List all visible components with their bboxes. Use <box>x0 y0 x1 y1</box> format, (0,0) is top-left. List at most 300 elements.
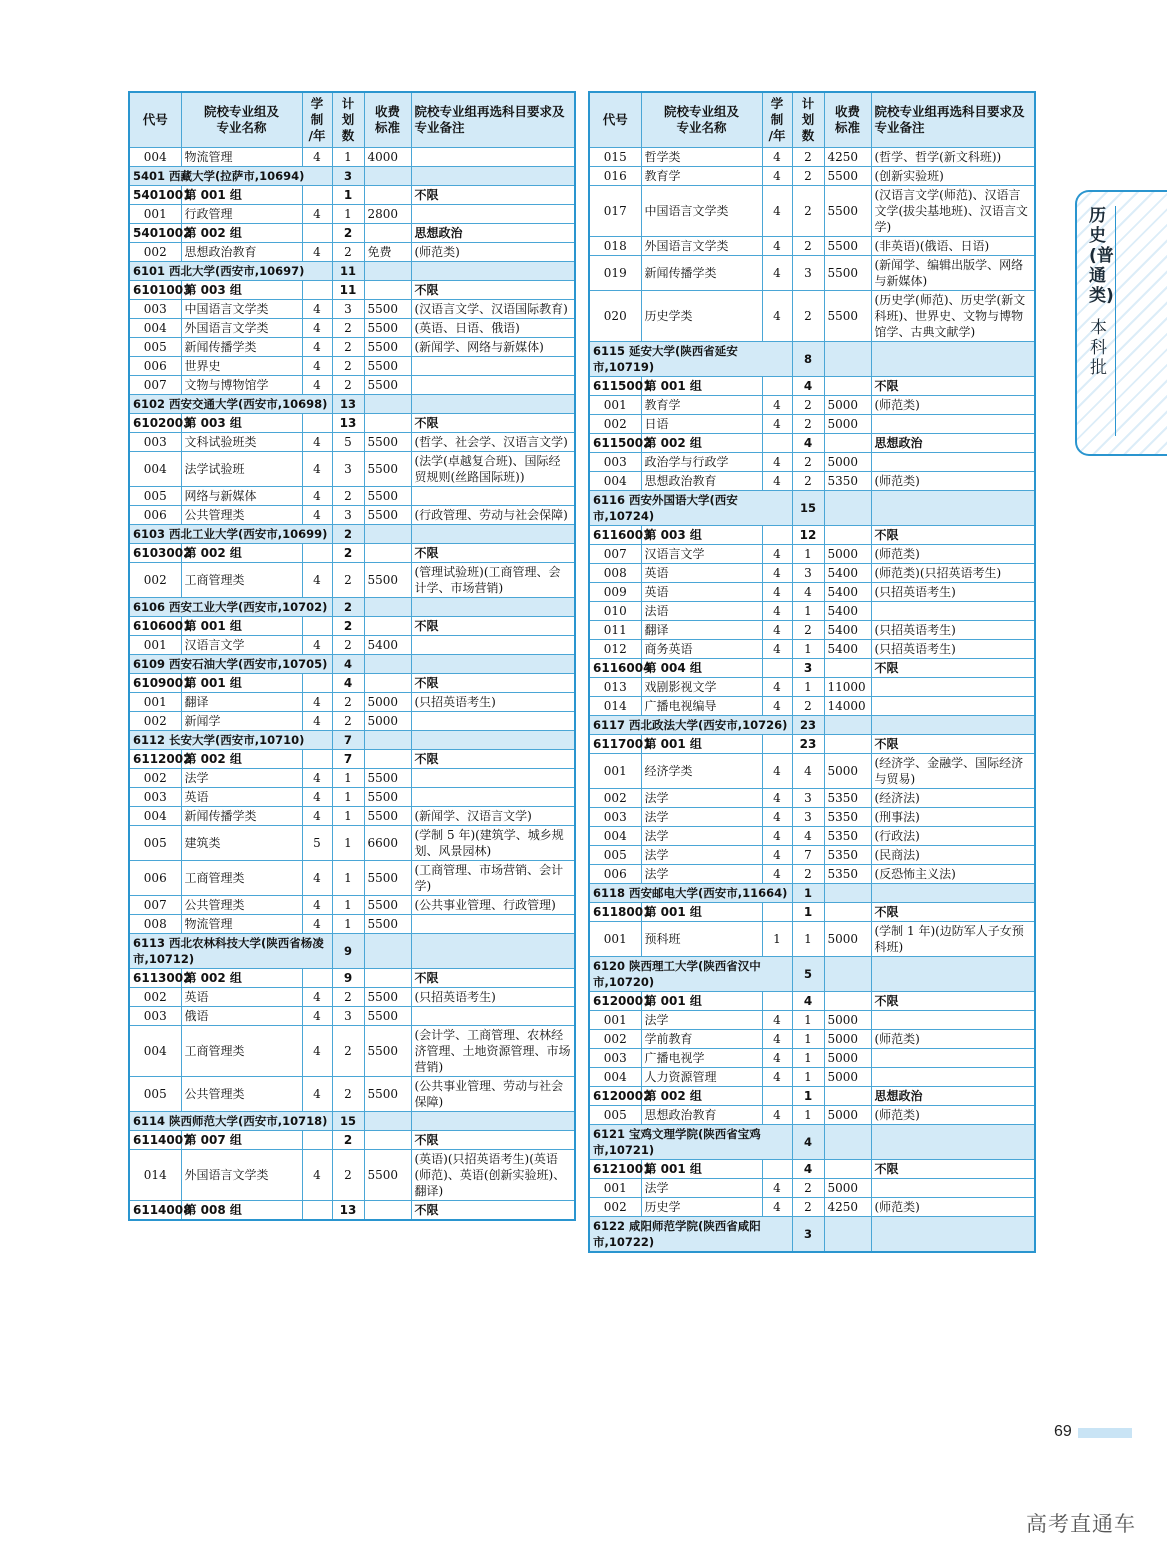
years-cell: 4 <box>762 1049 792 1068</box>
note-cell <box>411 525 575 544</box>
years-cell: 5 <box>302 826 332 861</box>
major-row <box>589 1030 1035 1049</box>
group-row <box>129 1201 575 1221</box>
school-row <box>129 525 575 544</box>
years-cell: 4 <box>302 338 332 357</box>
major-code: 012 <box>589 640 641 659</box>
note-cell <box>411 376 575 395</box>
major-name: 中国语言文学类 <box>641 186 762 237</box>
subject-requirement: 不限 <box>411 674 575 693</box>
group-row <box>589 659 1035 678</box>
page-number: 69 <box>1054 1423 1072 1440</box>
major-code: 004 <box>589 827 641 846</box>
note-cell <box>871 342 1035 377</box>
header-fee: 收费 标准 <box>364 92 411 148</box>
fee-cell: 14000 <box>824 697 871 716</box>
fee-cell: 5000 <box>824 1049 871 1068</box>
major-code: 015 <box>589 148 641 167</box>
plan-cell: 3 <box>332 1007 364 1026</box>
major-code: 002 <box>129 769 181 788</box>
note-cell <box>871 957 1035 992</box>
major-row <box>589 1198 1035 1217</box>
note-cell <box>411 636 575 655</box>
major-code: 010 <box>589 602 641 621</box>
major-code: 004 <box>129 1026 181 1077</box>
plan-cell: 4 <box>792 434 824 453</box>
major-name: 新闻传播学类 <box>181 807 302 826</box>
major-name: 广播电视编导 <box>641 697 762 716</box>
plan-cell: 2 <box>332 338 364 357</box>
group-name: 第 001 组 <box>641 903 762 922</box>
major-row <box>129 1026 575 1077</box>
major-row <box>129 826 575 861</box>
years-cell: 4 <box>302 148 332 167</box>
note-cell: (历史学(师范)、历史学(新文科班)、世界史、文物与博物馆学、古典文献学) <box>871 291 1035 342</box>
header-note: 院校专业组再选科目要求及 专业备注 <box>411 92 575 148</box>
note-cell: (新闻学、编辑出版学、网络与新媒体) <box>871 256 1035 291</box>
group-name: 第 002 组 <box>181 224 302 243</box>
major-row <box>129 487 575 506</box>
group-name: 第 003 组 <box>641 526 762 545</box>
years-cell <box>302 1201 332 1221</box>
major-row <box>589 602 1035 621</box>
note-cell: (师范类) <box>871 545 1035 564</box>
major-code: 002 <box>129 563 181 598</box>
note-cell <box>871 491 1035 526</box>
group-row <box>129 414 575 433</box>
school-row <box>589 342 1035 377</box>
plan-cell: 1 <box>792 602 824 621</box>
major-code: 005 <box>129 487 181 506</box>
major-code: 003 <box>129 1007 181 1026</box>
fee-cell: 5400 <box>364 636 411 655</box>
major-name: 教育学 <box>641 396 762 415</box>
group-row <box>129 224 575 243</box>
school-name: 5401 西藏大学(拉萨市,10694) <box>129 167 332 186</box>
major-code: 007 <box>589 545 641 564</box>
plan-cell: 3 <box>792 789 824 808</box>
group-code: 6109001 <box>129 674 181 693</box>
fee-cell: 5500 <box>824 256 871 291</box>
fee-cell: 5500 <box>364 1150 411 1201</box>
plan-cell: 3 <box>792 256 824 291</box>
note-cell <box>411 731 575 750</box>
fee-cell: 5500 <box>364 807 411 826</box>
header-plan: 计 划 数 <box>332 92 364 148</box>
major-code: 007 <box>129 896 181 915</box>
plan-cell: 2 <box>792 453 824 472</box>
major-row <box>589 167 1035 186</box>
fee-cell: 5500 <box>364 487 411 506</box>
plan-cell: 2 <box>792 1179 824 1198</box>
major-code: 002 <box>129 712 181 731</box>
fee-cell: 5000 <box>364 693 411 712</box>
table-header-left <box>129 92 575 148</box>
note-cell: (师范类) <box>871 396 1035 415</box>
note-cell: (公共事业管理、行政管理) <box>411 896 575 915</box>
major-name: 外国语言文学类 <box>181 1150 302 1201</box>
school-name: 6109 西安石油大学(西安市,10705) <box>129 655 332 674</box>
major-code: 004 <box>589 472 641 491</box>
fee-cell <box>364 262 411 281</box>
major-row <box>589 415 1035 434</box>
fee-cell: 5350 <box>824 808 871 827</box>
group-name: 第 001 组 <box>641 735 762 754</box>
fee-cell <box>364 167 411 186</box>
note-cell <box>411 934 575 969</box>
fee-cell <box>364 750 411 769</box>
group-row <box>589 526 1035 545</box>
school-name: 6120 陕西理工大学(陕西省汉中市,10720) <box>589 957 792 992</box>
group-row <box>589 1160 1035 1179</box>
plan-cell: 1 <box>792 545 824 564</box>
fee-cell <box>364 544 411 563</box>
years-cell: 4 <box>762 827 792 846</box>
plan-cell: 2 <box>792 1198 824 1217</box>
years-cell: 4 <box>302 1026 332 1077</box>
plan-cell: 2 <box>792 865 824 884</box>
group-row <box>129 674 575 693</box>
plan-cell: 1 <box>792 1030 824 1049</box>
major-code: 003 <box>589 453 641 472</box>
plan-cell: 1 <box>792 1087 824 1106</box>
group-code: 6120002 <box>589 1087 641 1106</box>
group-row <box>589 992 1035 1011</box>
years-cell: 4 <box>302 896 332 915</box>
major-code: 001 <box>589 1011 641 1030</box>
group-code: 6121001 <box>589 1160 641 1179</box>
note-cell: (英语、日语、俄语) <box>411 319 575 338</box>
plan-cell: 12 <box>792 526 824 545</box>
plan-cell: 5 <box>332 433 364 452</box>
school-name: 6115 延安大学(陕西省延安市,10719) <box>589 342 792 377</box>
note-cell: (新闻学、汉语言文学) <box>411 807 575 826</box>
group-code: 6101003 <box>129 281 181 300</box>
fee-cell <box>824 957 871 992</box>
plan-cell: 2 <box>332 224 364 243</box>
major-name: 戏剧影视文学 <box>641 678 762 697</box>
fee-cell: 5500 <box>364 915 411 934</box>
school-name: 6122 咸阳师范学院(陕西省咸阳市,10722) <box>589 1217 792 1253</box>
major-name: 日语 <box>641 415 762 434</box>
fee-cell: 5000 <box>824 1106 871 1125</box>
note-cell <box>411 915 575 934</box>
plan-cell: 4 <box>792 754 824 789</box>
major-row <box>129 712 575 731</box>
major-name: 法学 <box>641 865 762 884</box>
plan-cell: 2 <box>792 472 824 491</box>
major-row <box>589 697 1035 716</box>
note-cell: (学制 1 年)(边防军人子女预科班) <box>871 922 1035 957</box>
major-row <box>129 148 575 167</box>
years-cell: 4 <box>302 693 332 712</box>
fee-cell <box>824 735 871 754</box>
fee-cell: 5500 <box>364 1026 411 1077</box>
major-row <box>589 922 1035 957</box>
note-cell: (管理试验班)(工商管理、会计学、市场营销) <box>411 563 575 598</box>
major-row <box>589 396 1035 415</box>
plan-cell: 3 <box>792 1217 824 1253</box>
years-cell: 4 <box>302 357 332 376</box>
plan-cell: 1 <box>792 1106 824 1125</box>
subject-requirement: 不限 <box>411 1131 575 1150</box>
plan-cell: 2 <box>792 237 824 256</box>
plan-cell: 2 <box>792 396 824 415</box>
major-code: 002 <box>589 1030 641 1049</box>
years-cell: 4 <box>302 861 332 896</box>
note-cell <box>411 395 575 414</box>
major-row <box>129 988 575 1007</box>
plan-cell: 4 <box>792 377 824 396</box>
fee-cell <box>364 1201 411 1221</box>
group-code: 6102003 <box>129 414 181 433</box>
group-code: 6120001 <box>589 992 641 1011</box>
group-name: 第 003 组 <box>181 414 302 433</box>
major-code: 002 <box>589 1198 641 1217</box>
fee-cell <box>824 903 871 922</box>
plan-cell: 2 <box>332 319 364 338</box>
years-cell <box>762 735 792 754</box>
major-row <box>129 636 575 655</box>
school-row <box>129 731 575 750</box>
major-code: 001 <box>589 754 641 789</box>
group-row <box>129 186 575 205</box>
major-row <box>589 583 1035 602</box>
plan-cell: 1 <box>332 896 364 915</box>
subject-requirement: 不限 <box>411 969 575 988</box>
major-row <box>589 472 1035 491</box>
years-cell: 4 <box>302 1150 332 1201</box>
major-code: 003 <box>129 433 181 452</box>
plan-cell: 1 <box>332 148 364 167</box>
fee-cell <box>364 969 411 988</box>
fee-cell <box>824 884 871 903</box>
major-name: 翻译 <box>641 621 762 640</box>
major-name: 物流管理 <box>181 148 302 167</box>
header-code: 代号 <box>589 92 641 148</box>
major-name: 历史学 <box>641 1198 762 1217</box>
major-code: 013 <box>589 678 641 697</box>
fee-cell: 5500 <box>364 988 411 1007</box>
fee-cell: 5000 <box>824 453 871 472</box>
major-name: 工商管理类 <box>181 1026 302 1077</box>
note-cell: (民商法) <box>871 846 1035 865</box>
fee-cell: 5500 <box>364 563 411 598</box>
subject-requirement: 思想政治 <box>871 1087 1035 1106</box>
plan-cell: 1 <box>332 861 364 896</box>
plan-cell: 3 <box>332 167 364 186</box>
years-cell <box>302 544 332 563</box>
major-name: 学前教育 <box>641 1030 762 1049</box>
major-code: 002 <box>129 988 181 1007</box>
section-side-tab <box>1075 190 1167 456</box>
plan-cell: 4 <box>332 674 364 693</box>
plan-cell: 2 <box>332 1077 364 1112</box>
fee-cell: 5500 <box>364 376 411 395</box>
major-row <box>589 865 1035 884</box>
plan-cell: 3 <box>332 452 364 487</box>
major-code: 001 <box>589 1179 641 1198</box>
group-name: 第 001 组 <box>181 674 302 693</box>
major-row <box>589 1011 1035 1030</box>
header-fee: 收费 标准 <box>824 92 871 148</box>
plan-cell: 1 <box>792 1068 824 1087</box>
years-cell: 4 <box>302 300 332 319</box>
fee-cell: 5000 <box>824 1030 871 1049</box>
years-cell: 4 <box>302 988 332 1007</box>
years-cell: 4 <box>762 602 792 621</box>
years-cell <box>302 186 332 205</box>
subject-requirement: 思想政治 <box>411 224 575 243</box>
major-code: 001 <box>589 396 641 415</box>
note-cell <box>871 1049 1035 1068</box>
school-row <box>589 716 1035 735</box>
plan-cell: 1 <box>792 678 824 697</box>
years-cell: 4 <box>302 712 332 731</box>
years-cell: 4 <box>302 506 332 525</box>
note-cell: (工商管理、市场营销、会计学) <box>411 861 575 896</box>
group-code: 6115002 <box>589 434 641 453</box>
plan-cell: 2 <box>332 544 364 563</box>
fee-cell <box>364 1131 411 1150</box>
school-name: 6116 西安外国语大学(西安市,10724) <box>589 491 792 526</box>
major-row <box>589 237 1035 256</box>
plan-cell: 2 <box>792 291 824 342</box>
fee-cell <box>824 377 871 396</box>
years-cell: 4 <box>762 846 792 865</box>
note-cell: (经济法) <box>871 789 1035 808</box>
fee-cell: 5000 <box>364 712 411 731</box>
note-cell <box>871 678 1035 697</box>
fee-cell <box>364 617 411 636</box>
major-row <box>589 789 1035 808</box>
major-name: 法学 <box>641 1179 762 1198</box>
major-name: 行政管理 <box>181 205 302 224</box>
fee-cell <box>824 992 871 1011</box>
major-row <box>589 827 1035 846</box>
plan-cell: 2 <box>332 357 364 376</box>
fee-cell: 6600 <box>364 826 411 861</box>
years-cell: 4 <box>302 915 332 934</box>
years-cell: 4 <box>762 564 792 583</box>
group-name: 第 001 组 <box>641 992 762 1011</box>
major-row <box>589 545 1035 564</box>
major-name: 中国语言文学类 <box>181 300 302 319</box>
years-cell: 1 <box>762 922 792 957</box>
years-cell: 4 <box>762 621 792 640</box>
note-cell: (经济学、金融学、国际经济与贸易) <box>871 754 1035 789</box>
major-name: 思想政治教育 <box>641 472 762 491</box>
school-row <box>129 598 575 617</box>
plan-cell: 2 <box>332 1131 364 1150</box>
school-row <box>589 491 1035 526</box>
fee-cell <box>364 525 411 544</box>
major-code: 020 <box>589 291 641 342</box>
fee-cell: 5400 <box>824 621 871 640</box>
years-cell: 4 <box>762 1068 792 1087</box>
major-code: 006 <box>129 357 181 376</box>
subject-requirement: 不限 <box>411 281 575 300</box>
subject-requirement: 思想政治 <box>871 434 1035 453</box>
major-row <box>589 1106 1035 1125</box>
major-row <box>129 452 575 487</box>
group-row <box>129 281 575 300</box>
note-cell <box>411 487 575 506</box>
major-code: 003 <box>589 1049 641 1068</box>
group-code: 6112002 <box>129 750 181 769</box>
major-name: 物流管理 <box>181 915 302 934</box>
years-cell: 4 <box>302 205 332 224</box>
major-code: 004 <box>129 148 181 167</box>
major-row <box>129 563 575 598</box>
school-name: 6102 西安交通大学(西安市,10698) <box>129 395 332 414</box>
note-cell: (英语)(只招英语考生)(英语(师范)、英语(创新实验班)、翻译) <box>411 1150 575 1201</box>
fee-cell: 4000 <box>364 148 411 167</box>
group-row <box>589 903 1035 922</box>
note-cell: (师范类) <box>411 243 575 262</box>
fee-cell: 5500 <box>364 319 411 338</box>
plan-cell: 11 <box>332 281 364 300</box>
major-code: 017 <box>589 186 641 237</box>
major-code: 006 <box>589 865 641 884</box>
school-name: 6121 宝鸡文理学院(陕西省宝鸡市,10721) <box>589 1125 792 1160</box>
major-name: 公共管理类 <box>181 506 302 525</box>
fee-cell <box>364 224 411 243</box>
note-cell: (师范类) <box>871 1030 1035 1049</box>
major-name: 建筑类 <box>181 826 302 861</box>
group-row <box>129 750 575 769</box>
major-name: 公共管理类 <box>181 1077 302 1112</box>
school-row <box>589 1217 1035 1253</box>
major-code: 008 <box>129 915 181 934</box>
group-row <box>129 1131 575 1150</box>
plan-cell: 1 <box>792 903 824 922</box>
major-code: 004 <box>129 319 181 338</box>
school-row <box>129 934 575 969</box>
group-name: 第 002 组 <box>181 544 302 563</box>
fee-cell: 5500 <box>364 1077 411 1112</box>
years-cell: 4 <box>762 472 792 491</box>
fee-cell: 5400 <box>824 640 871 659</box>
note-cell <box>411 148 575 167</box>
major-name: 法语 <box>641 602 762 621</box>
fee-cell: 5500 <box>824 291 871 342</box>
plan-cell: 1 <box>792 1011 824 1030</box>
fee-cell: 免费 <box>364 243 411 262</box>
fee-cell: 5500 <box>364 769 411 788</box>
major-row <box>589 754 1035 789</box>
years-cell: 4 <box>302 243 332 262</box>
batch-label: 本科批 <box>1090 318 1107 378</box>
major-row <box>589 808 1035 827</box>
note-cell <box>411 769 575 788</box>
note-cell: (只招英语考生) <box>411 988 575 1007</box>
school-name: 6103 西北工业大学(西安市,10699) <box>129 525 332 544</box>
major-name: 世界史 <box>181 357 302 376</box>
years-cell <box>762 659 792 678</box>
subject-requirement: 不限 <box>411 414 575 433</box>
group-code: 6118001 <box>589 903 641 922</box>
note-cell: (非英语)(俄语、日语) <box>871 237 1035 256</box>
fee-cell <box>824 342 871 377</box>
group-code: 5401001 <box>129 186 181 205</box>
fee-cell <box>364 598 411 617</box>
plan-cell: 1 <box>332 788 364 807</box>
major-code: 018 <box>589 237 641 256</box>
major-row <box>589 291 1035 342</box>
fee-cell: 5400 <box>824 583 871 602</box>
watermark: 高考直通车 <box>1026 1512 1136 1536</box>
